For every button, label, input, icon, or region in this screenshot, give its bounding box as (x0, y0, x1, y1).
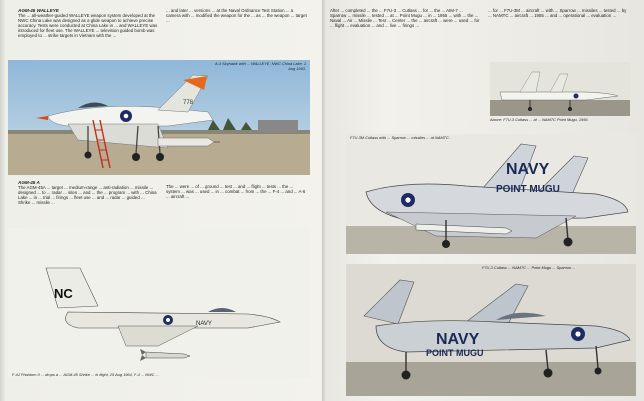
skyhawk-illustration (8, 60, 310, 175)
left-top-column-2 (166, 8, 308, 23)
cutlass-parked-pm-text: POINT MUGU (426, 348, 484, 358)
photo-phantom (8, 228, 310, 378)
left-top-text-2: ... and later ... versions ... at the Naval Ordnance Test Station ... a camera with ... modified the weapon for the ... as ... the weapon ... target ... (166, 8, 307, 24)
photo-cutlass-small (490, 62, 630, 116)
left-top-column-1 (18, 8, 158, 39)
cutlass-parked-navy-text: NAVY (436, 331, 480, 348)
left-mid-text-2: The ... were ... of ... ground ... test ... and ... flight ... tests ... the ... system ... was ... used ... in ... combat ... from ... the ... F-4 ... and ... A-6 ... aircraft ... (166, 184, 306, 200)
photo-cutlass-ground-caption: F7U-3M Cutlass with ... Sparrow ... missiles ... at NAMTC. (350, 135, 450, 140)
svg-text:778: 778 (183, 100, 194, 106)
cutlass-ground-pm-text: POINT MUGU (496, 184, 560, 195)
photo-cutlass-ground (346, 134, 636, 254)
left-top-text-1: The ... all-weather-guided WALLEYE weapon system developed at the NWC China Lake was designed as a glide weapon to achieve precise accuracy. Tests were conducted at China Lake in ... and WALLEYE was introduced for fleet use. The WALLEYE ... television guided bomb was employed to ... strike targets in Vietnam with the ... (18, 13, 158, 39)
photo-phantom-caption: F-4J Phantom II ... drops a ... AGM-45 Shrike ... in flight, 25 Aug 1964, F-4 ... NWC ... (12, 372, 159, 378)
left-page (6, 0, 318, 401)
photo-cutlass-parked-caption: F7U-3 Cutlass ... NAMTC ... Point Mugu ... Sparrow ... (482, 265, 576, 270)
photo-cutlass-small-caption: Above: F7U-3 Cutlass ... at ... NAMTC Point Mugu, 1956. (490, 117, 589, 122)
right-top-text-2: ... for ... F7U-3M ... aircraft ... with ... Sparrow ... missiles ... tested ... by ... NAMTC ... aircraft ... 1955 ... and ... operational ... evaluation ... (488, 8, 627, 19)
cutlass-ground-navy-text: NAVY (506, 161, 550, 178)
left-mid-column-2 (166, 184, 308, 199)
phantom-tail-code: NC (54, 286, 73, 301)
right-top-text-1: After ... completed ... the ... F7U-3 ... Cutlass ... for ... the ... AIM-7 ... Sparrow ... missile ... tested ... at ... Point Mugu ... in ... 1955 ... with ... the ... Naval ... Air ... Missile ... Test ... Center ... the ... aircraft ... were ... used ... for ... flight ... evaluation ... and ... live ... firings ... (330, 8, 480, 29)
left-top-heading: AGM-45 WALLEYE (18, 8, 59, 13)
left-mid-heading: AGM-45 A (18, 180, 40, 185)
right-page (326, 0, 638, 401)
left-mid-text-1: The AGM-45A ... target ... medium-range ... anti-radiation ... missile ... designed ... to ... radar ... sites ... and ... the ... program ... with ... China Lake ... in ... trial ... firings ... fleet use ... and ... radar ... guided ... Shrike ... missile ... (18, 185, 157, 206)
right-top-column-2 (488, 8, 628, 18)
phantom-navy-text: NAVY (196, 321, 212, 327)
cutlass-ground-illustration (346, 134, 636, 254)
photo-skyhawk-caption: A-4 Skyhawk with ... WALLEYE, NWC China Lake, 1 Aug 1963. (215, 61, 306, 71)
phantom-illustration (8, 228, 310, 378)
cutlass-small-illustration (490, 62, 630, 116)
photo-cutlass-parked (346, 264, 636, 396)
left-mid-column-1 (18, 180, 158, 205)
cutlass-parked-illustration (346, 264, 636, 396)
right-top-column-1 (330, 8, 480, 28)
photo-skyhawk (8, 60, 310, 175)
